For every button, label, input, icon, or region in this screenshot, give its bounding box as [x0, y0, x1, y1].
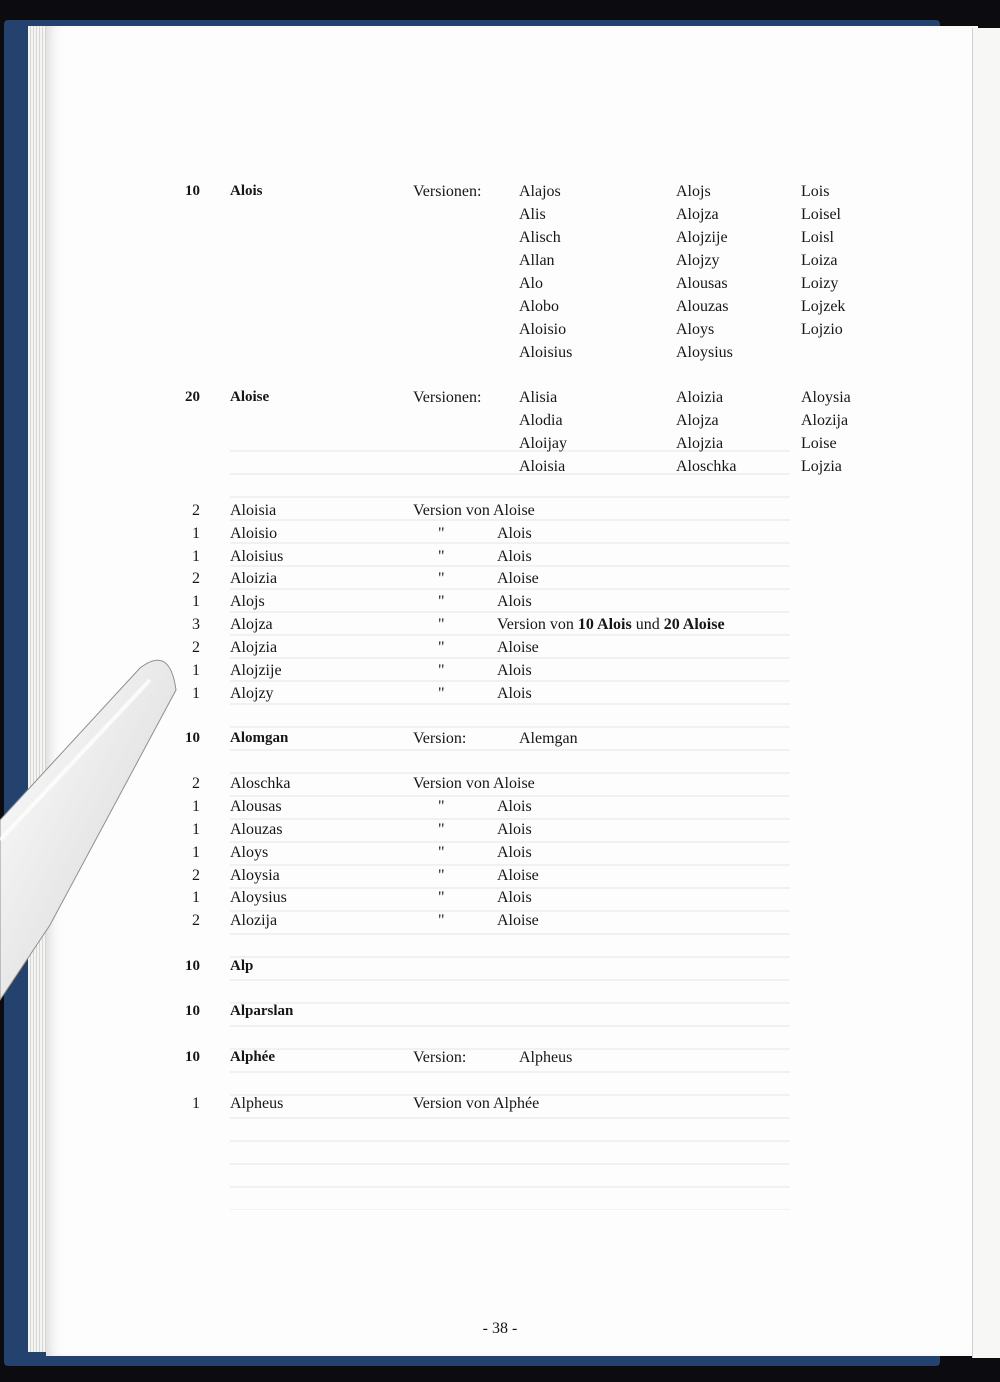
entry-label: Versionen: [413, 389, 482, 406]
reference-part: 20 Aloise [663, 616, 725, 633]
variant-name: Alo [519, 275, 543, 292]
ditto-mark: " [438, 821, 445, 838]
entry-row [0, 795, 1000, 818]
entry-reference [497, 613, 725, 636]
entry-row [0, 1000, 1000, 1023]
entry-reference: Alois [497, 685, 532, 702]
entry-name: Alojza [230, 616, 273, 633]
entry-continuation-row [0, 432, 1000, 455]
variant-name: Alis [519, 206, 546, 223]
variant-name: Lois [801, 183, 830, 200]
entry-name: Aloysius [230, 889, 287, 906]
variant-name: Aloysia [801, 389, 851, 406]
entry-count: 1 [192, 525, 200, 542]
ditto-mark: " [438, 616, 445, 633]
entry-count: 1 [192, 1095, 200, 1112]
entry-continuation-row [0, 318, 1000, 341]
entry-reference: Alois [497, 821, 532, 838]
entry-continuation-row [0, 249, 1000, 272]
entry-row [0, 567, 1000, 590]
entry-continuation-row [0, 341, 1000, 364]
entry-version-value: Alemgan [519, 730, 578, 747]
entry-row [0, 590, 1000, 613]
variant-name: Aloizia [676, 389, 724, 406]
entry-count: 1 [192, 844, 200, 861]
entry-reference: Alois [497, 525, 532, 542]
entry-count: 10 [185, 958, 200, 974]
entry-name: Alpheus [230, 1095, 284, 1112]
variant-name: Loizy [801, 275, 839, 292]
entry-name: Aloschka [230, 775, 291, 792]
variant-name: Alojza [676, 412, 719, 429]
entry-continuation-row [0, 226, 1000, 249]
variant-name: Alojs [676, 183, 711, 200]
ditto-mark: " [438, 844, 445, 861]
variant-name: Lojzia [801, 458, 842, 475]
entry-name: Alouzas [230, 821, 283, 838]
entry-count: 10 [185, 1003, 200, 1019]
entry-continuation-row [0, 295, 1000, 318]
entry-count: 2 [192, 912, 200, 929]
entry-reference: Alois [497, 593, 532, 610]
reference-part: und [631, 616, 664, 633]
entry-name: Alojzije [230, 662, 282, 679]
entry-count: 2 [192, 867, 200, 884]
entry-count: 10 [185, 1049, 200, 1065]
variant-name: Lojzio [801, 321, 843, 338]
entry-name: Alojzia [230, 639, 278, 656]
ditto-mark: " [438, 570, 445, 587]
reference-part: Version von [497, 616, 578, 633]
entry-note: Version von Aloise [413, 502, 535, 519]
entry-row [0, 682, 1000, 705]
variant-name: Loiza [801, 252, 838, 269]
reference-part: 10 Alois [577, 616, 632, 633]
entry-note: Version von Aloise [413, 775, 535, 792]
entry-count: 10 [185, 730, 200, 746]
entry-row [0, 772, 1000, 795]
entry-name: Aloysia [230, 867, 280, 884]
entry-note: Version von Alphée [413, 1095, 540, 1112]
entry-count: 20 [185, 389, 200, 405]
variant-name: Aloijay [519, 435, 567, 452]
entry-row [0, 659, 1000, 682]
variant-name: Aloisius [519, 344, 573, 361]
variant-name: Aloschka [676, 458, 737, 475]
entry-count: 1 [192, 889, 200, 906]
entry-row [0, 545, 1000, 568]
entry-reference: Aloise [497, 570, 539, 587]
variant-name: Aloysius [676, 344, 733, 361]
variant-name: Alajos [519, 183, 561, 200]
variant-name: Allan [519, 252, 555, 269]
variant-name: Loise [801, 435, 837, 452]
entry-label: Version: [413, 730, 467, 747]
entry-name: Alojs [230, 593, 265, 610]
ditto-mark: " [438, 912, 445, 929]
entry-row [0, 386, 1000, 409]
variant-name: Loisl [801, 229, 834, 246]
entry-name: Alparslan [230, 1003, 294, 1019]
variant-name: Aloisio [519, 321, 567, 338]
variant-name: Alisia [519, 389, 558, 406]
entry-label: Version: [413, 1049, 467, 1066]
entry-count: 1 [192, 548, 200, 565]
entry-count: 1 [192, 821, 200, 838]
variant-name: Alojzije [676, 229, 728, 246]
variant-name: Aloisia [519, 458, 566, 475]
ditto-mark: " [438, 798, 445, 815]
variant-name: Loisel [801, 206, 841, 223]
entry-count: 1 [192, 593, 200, 610]
entry-count: 2 [192, 775, 200, 792]
variant-name: Alousas [676, 275, 728, 292]
entry-count: 10 [185, 183, 200, 199]
ditto-mark: " [438, 593, 445, 610]
entry-name: Aloisia [230, 502, 277, 519]
entry-row [0, 499, 1000, 522]
ditto-mark: " [438, 525, 445, 542]
entry-reference: Alois [497, 889, 532, 906]
entry-count: 3 [192, 616, 200, 633]
entry-count: 2 [192, 502, 200, 519]
entry-row [0, 522, 1000, 545]
ditto-mark: " [438, 889, 445, 906]
entry-name: Alozija [230, 912, 278, 929]
variant-name: Lojzek [801, 298, 846, 315]
entry-row [0, 1092, 1000, 1115]
ditto-mark: " [438, 867, 445, 884]
entry-row [0, 841, 1000, 864]
entry-name: Aloisio [230, 525, 278, 542]
entry-row [0, 180, 1000, 203]
variant-name: Alojzy [676, 252, 720, 269]
entry-reference: Aloise [497, 912, 539, 929]
entry-count: 2 [192, 570, 200, 587]
entry-count: 1 [192, 662, 200, 679]
entry-reference: Alois [497, 844, 532, 861]
entry-reference: Alois [497, 662, 532, 679]
page-number: - 38 - [482, 1320, 518, 1337]
entry-reference: Alois [497, 548, 532, 565]
entry-name: Alojzy [230, 685, 274, 702]
variant-name: Alodia [519, 412, 563, 429]
ditto-mark: " [438, 685, 445, 702]
ditto-mark: " [438, 639, 445, 656]
entry-row [0, 818, 1000, 841]
entry-name: Alousas [230, 798, 282, 815]
entry-row [0, 909, 1000, 932]
entry-count: 2 [192, 639, 200, 656]
entry-row [0, 955, 1000, 978]
entry-name: Alomgan [230, 730, 289, 746]
entry-row [0, 1046, 1000, 1069]
entry-label: Versionen: [413, 183, 482, 200]
entry-continuation-row [0, 409, 1000, 432]
variant-name: Alobo [519, 298, 559, 315]
entry-version-value: Alpheus [519, 1049, 573, 1066]
entry-count: 1 [192, 798, 200, 815]
entry-row [0, 636, 1000, 659]
entry-count: 1 [192, 685, 200, 702]
variant-name: Alouzas [676, 298, 729, 315]
entry-name: Aloisius [230, 548, 284, 565]
entry-continuation-row [0, 203, 1000, 226]
entry-row [0, 613, 1000, 636]
variant-name: Alisch [519, 229, 561, 246]
entry-row [0, 864, 1000, 887]
entry-name: Alois [230, 183, 263, 199]
entry-name: Alp [230, 958, 254, 974]
ditto-mark: " [438, 548, 445, 565]
entry-reference: Aloise [497, 867, 539, 884]
entry-row [0, 886, 1000, 909]
entry-name: Aloys [230, 844, 269, 861]
variant-name: Alojza [676, 206, 719, 223]
ditto-mark: " [438, 662, 445, 679]
entry-continuation-row [0, 455, 1000, 478]
entry-reference: Aloise [497, 639, 539, 656]
entry-name: Aloizia [230, 570, 278, 587]
entry-reference: Alois [497, 798, 532, 815]
variant-name: Alozija [801, 412, 849, 429]
entry-name: Alphée [230, 1049, 275, 1065]
variant-name: Aloys [676, 321, 715, 338]
entry-row [0, 727, 1000, 750]
entry-name: Aloise [230, 389, 270, 405]
entry-continuation-row [0, 272, 1000, 295]
variant-name: Alojzia [676, 435, 724, 452]
